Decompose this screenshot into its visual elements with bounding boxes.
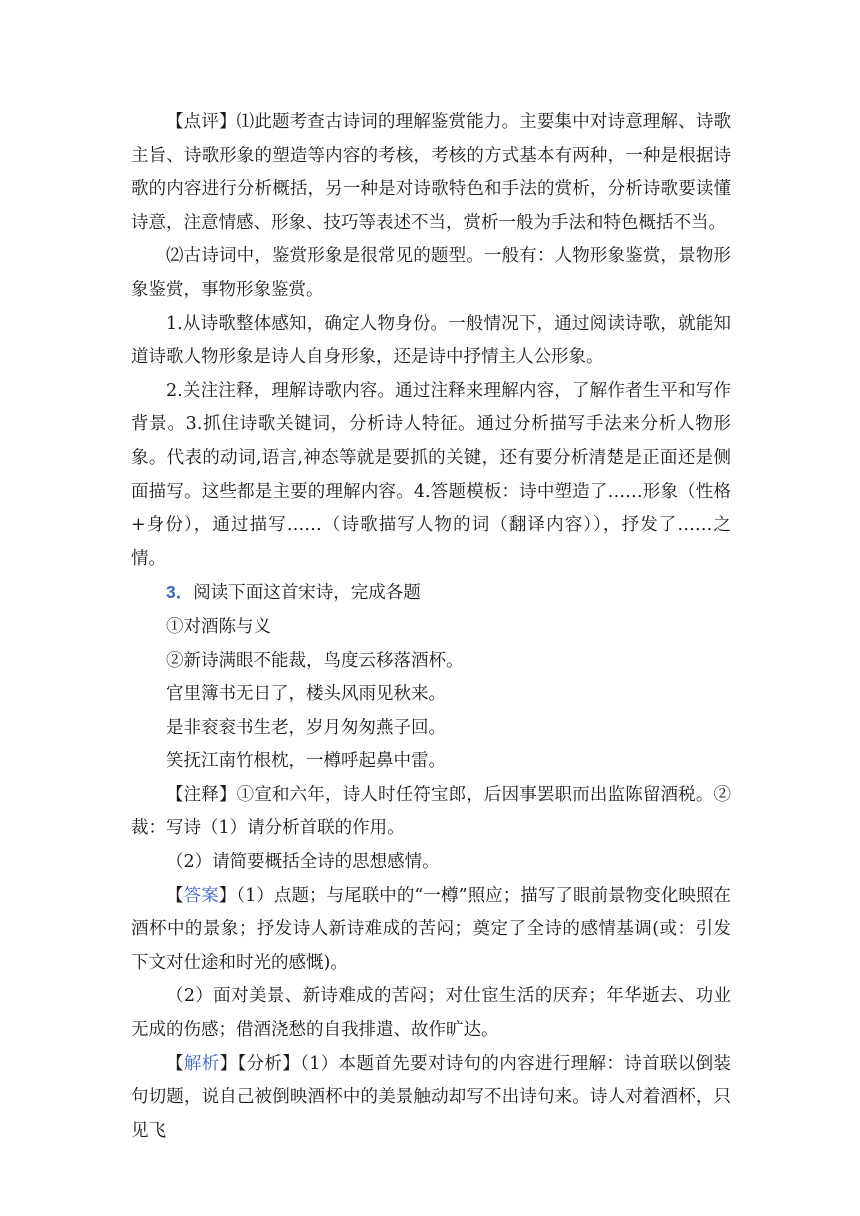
answer-paragraph-1 [131,880,731,981]
poem-line: 笑抚江南竹根枕，一樽呼起鼻中雷。 [166,751,446,772]
method-steps-2-4: 2.关注注释，理解诗歌内容。通过注释来理解内容，了解作者生平和写作背景。3.抓住诗歌关键词，分析诗人特征。通过分析描写手法来分析人物形象。代表的动词,语言,神态等就是要抓的关键，还有要分析清楚是正面还是侧面描写。这些都是主要的理解内容。4.答题模板：诗中塑造了……形象（性格+身份），通过描写……（诗歌描写人物的词（翻译内容）），抒发了……之情。 [131,380,731,569]
analysis-tag-label: 解析 [183,1053,220,1074]
question-heading [131,576,731,611]
poem-line: 是非衮衮书生老，岁月匆匆燕子回。 [166,717,446,738]
sub-question-2: （2）请简要概括全诗的思想感情。 [166,852,440,873]
bracket-close: 】 [218,885,237,906]
answer-paragraph-2: （2）面对美景、新诗难成的苦闷；对仕宦生活的厌弃；年华逝去、功业无成的伤感；借酒浇愁的自我排遣、故作旷达。 [131,986,731,1041]
poem-line: ②新诗满眼不能裁，鸟度云移落酒杯。 [166,650,464,671]
bracket-open: 【 [166,885,184,906]
answer-tag [166,886,236,906]
analysis-tag [166,1054,237,1074]
poem-line: 官里簿书无日了，楼头风雨见秋来。 [166,684,446,705]
annotation-tag: 【注释】 [166,784,237,805]
image-appreciation-paragraph: ⑵古诗词中，鉴赏形象是很常见的题型。一般有：人物形象鉴赏，景物形象鉴赏，事物形象鉴赏。 [131,246,731,300]
answer-text-1: （1）点题；与尾联中的“一樽”照应；描写了眼前景物变化映照在酒杯中的景象；抒发诗人新诗难成的苦闷；奠定了全诗的感情基调(或：引发下文对仕途和时光的感慨)。 [131,885,732,973]
question-number: 3． [166,582,194,603]
poem-line: ①对酒陈与义 [166,616,271,637]
question-prompt: 阅读下面这首宋诗，完成各题 [193,583,421,604]
commentary-tag: 【点评】 [166,112,237,132]
bracket-open: 【 [166,1053,184,1074]
method-step-1: 1.从诗歌整体感知，确定人物身份。一般情况下，通过阅读诗歌，就能知道诗歌人物形象是诗人自身形象，还是诗中抒情主人公形象。 [131,313,731,368]
analysis-paragraph [131,1048,731,1149]
annotation-text: ①宣和六年，诗人时任符宝郎，后因事罢职而出监陈留酒税。②裁：写诗（1）请分析首联的作用。 [131,784,732,839]
analysis-text: （1）本题首先要对诗句的内容进行理解：诗首联以倒装句切题，说自己被倒映酒杯中的美景触动却写不出诗句来。诗人对着酒杯，只见飞 [131,1053,732,1141]
annotation-paragraph [131,779,731,846]
answer-tag-label: 答案 [183,885,219,906]
analysis-subtag: 【分析】 [237,1053,301,1074]
commentary-paragraph [131,106,731,240]
bracket-close: 】 [219,1053,238,1074]
commentary-text: ⑴此题考查古诗词的理解鉴赏能力。主要集中对诗意理解、诗歌主旨、诗歌形象的塑造等内容的考核，考核的方式基本有两种，一种是根据诗歌的内容进行分析概括，另一种是对诗歌特色和手法的赏析，分析诗歌要读懂诗意，注意情感、形象、技巧等表述不当，赏析一般为手法和特色概括不当。 [131,112,732,233]
document-body [131,106,731,1148]
